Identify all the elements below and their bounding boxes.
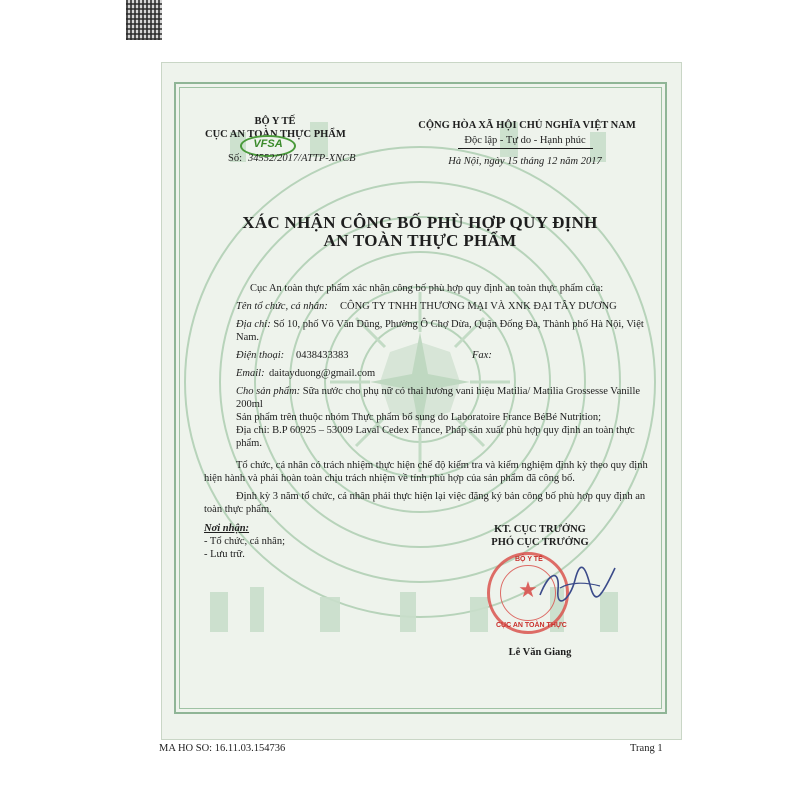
address-value: Số 10, phố Võ Văn Dũng, Phường Ô Chợ Dừa, Quận Đống Đa, Thành phố Hà Nội, Việt Nam.	[236, 319, 644, 343]
product-label: Cho sản phẩm:	[236, 386, 301, 397]
origin-line: Địa chỉ: B.P 60925 – 53009 Laval Cedex France, Pháp sản xuất phù hợp quy định an toàn thực phẩm.	[236, 425, 635, 449]
intro-text: Cục An toàn thực phẩm xác nhận công bố phù hợp quy định an toàn thực phẩm của:	[250, 283, 604, 294]
motto-underline	[458, 148, 593, 149]
agency-logo: VFSA	[240, 135, 296, 157]
title-line-1: XÁC NHẬN CÔNG BỐ PHÙ HỢP QUY ĐỊNH	[242, 213, 598, 232]
document-number: 34552/2017/ATTP-XNCB	[248, 153, 356, 164]
signer-role-2: PHÓ CỤC TRƯỞNG	[491, 537, 589, 548]
seal-star-icon: ★	[518, 577, 538, 602]
national-motto: Độc lập - Tự do - Hạnh phúc	[464, 135, 586, 146]
qr-code	[126, 0, 162, 40]
file-code: MA HO SO: 16.11.03.154736	[159, 743, 286, 754]
recipients-label: Nơi nhận:	[204, 523, 250, 534]
handwritten-signature	[530, 560, 620, 610]
agency-name: CỤC AN TOÀN THỰC PHẨM	[205, 129, 346, 140]
recipient-item: - Lưu trữ.	[204, 549, 245, 560]
email-label: Email:	[236, 368, 265, 379]
seal-top-text: BỘ Y TẾ	[515, 556, 543, 563]
signer-role-1: KT. CỤC TRƯỞNG	[494, 524, 586, 535]
org-value: CÔNG TY TNHH THƯƠNG MẠI VÀ XNK ĐẠI TÂY DƯƠNG	[340, 301, 617, 312]
page-number: Trang 1	[630, 743, 663, 754]
email-value: daitayduong@gmail.com	[269, 368, 376, 379]
fax-label: Fax:	[472, 350, 492, 361]
phone-label: Điện thoại:	[236, 350, 285, 361]
country-name: CỘNG HÒA XÃ HỘI CHỦ NGHĨA VIỆT NAM	[418, 120, 636, 131]
product-block	[204, 385, 649, 411]
number-label: Số:	[228, 153, 243, 164]
ministry-name: BỘ Y TẾ	[254, 116, 296, 127]
org-label: Tên tổ chức, cá nhân:	[236, 301, 328, 312]
title-line-2: AN TOÀN THỰC PHẨM	[323, 231, 517, 250]
seal-bottom-text: CỤC AN TOÀN THỰC	[496, 622, 567, 629]
group-line: Sản phẩm trên thuộc nhóm Thực phẩm bổ sung do Laboratoire France BéBé Nutrition;	[236, 412, 602, 423]
signer-name: Lê Văn Giang	[508, 647, 572, 658]
renewal-paragraph: Định kỳ 3 năm tổ chức, cá nhân phải thực hiện lại việc đăng ký bản công bố phù hợp quy định an toàn thực phẩm.	[204, 491, 646, 515]
product-value: Sữa nước cho phụ nữ có thai hương vani hiệu Matilia/ Matilia Grossesse Vanille 200ml	[236, 386, 641, 410]
responsibility-paragraph: Tổ chức, cá nhân có trách nhiệm thực hiện chế độ kiểm tra và kiểm nghiệm định kỳ theo quy định hiện hành và phải hoàn toàn chịu trách nhiệm về tính phù hợp của sản phẩm đã công bố.	[204, 460, 648, 484]
place-date: Hà Nội, ngày 15 tháng 12 năm 2017	[448, 156, 602, 167]
address-label: Địa chỉ:	[236, 319, 271, 330]
address-block	[236, 318, 646, 344]
phone-value: 0438433383	[296, 350, 349, 361]
recipient-item: - Tổ chức, cá nhân;	[204, 536, 286, 547]
